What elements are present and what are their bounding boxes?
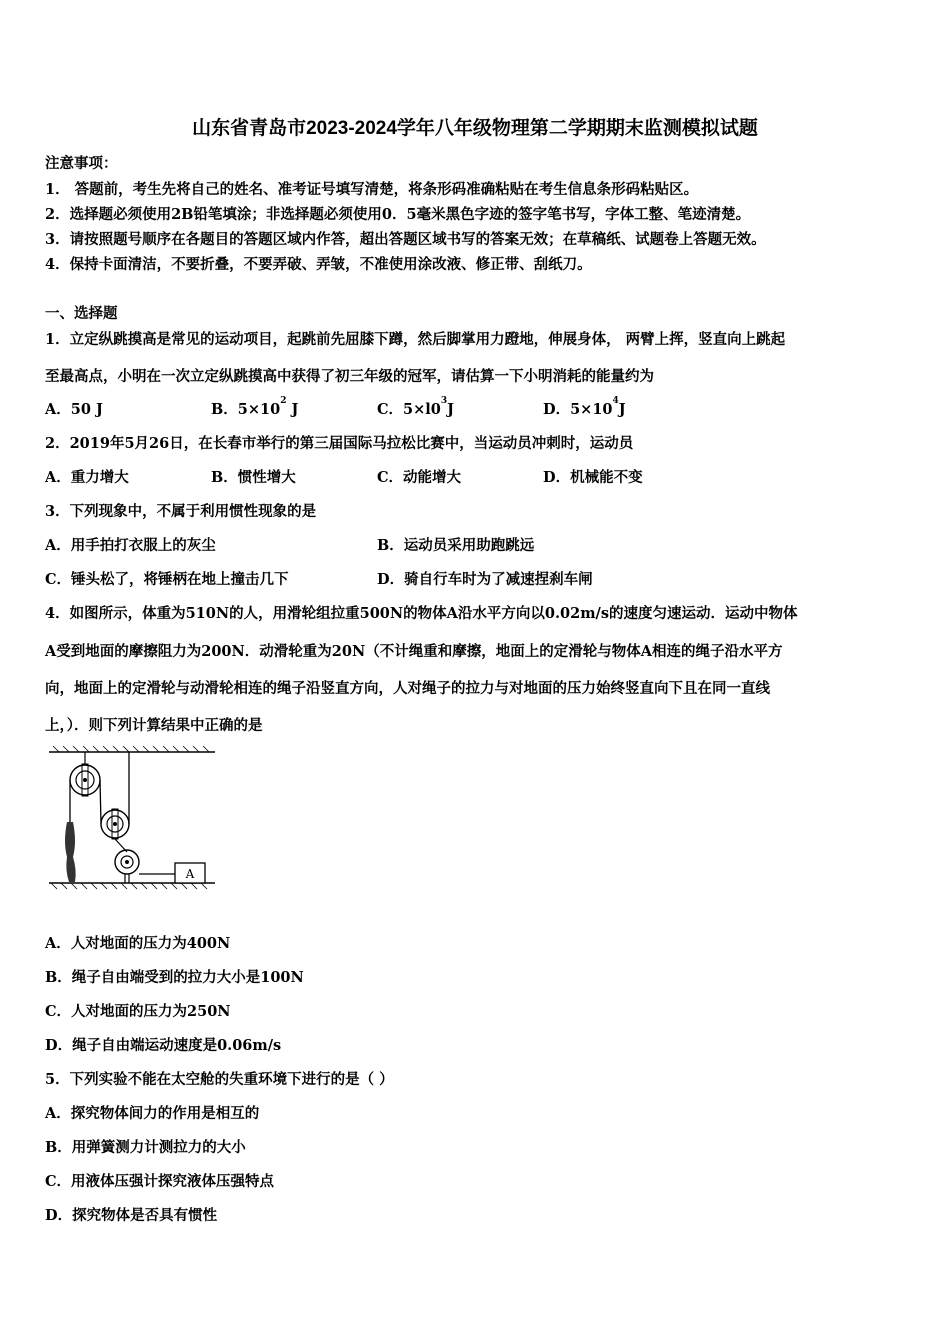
q4-stem-line4: 上，）．则下列计算结果中正确的是 — [45, 717, 263, 734]
q1-option-d: D．$5\times 10^4J$ — [543, 396, 626, 418]
notice-item-2: 2．选择题必须使用2B铅笔填涂；非选择题必须使用0．5毫米黑色字迹的签字笔书写，字体工整、笔迹清楚。 — [45, 206, 751, 223]
q4-option-c: C．人对地面的压力为250N — [45, 1003, 231, 1020]
q2-stem: 2．2019年5月26日，在长春市举行的第三届国际马拉松比赛中，当运动员冲刺时，运动员 — [45, 435, 634, 452]
pulley-figure — [45, 742, 220, 894]
section-heading: 一、选择题 — [45, 305, 118, 322]
block-a-label: A — [185, 867, 195, 881]
q5-option-d: D．探究物体是否具有惯性 — [45, 1207, 218, 1224]
q2-option-d: D．机械能不变 — [543, 469, 643, 486]
q4-stem-line3: 向，地面上的定滑轮与动滑轮相连的绳子沿竖直方向，人对绳子的拉力与对地面的压力始终竖直向下且在同一直线 — [45, 680, 770, 697]
q2-option-a: A．重力增大 — [45, 469, 129, 486]
q5-option-c: C．用液体压强计探究液体压强特点 — [45, 1173, 275, 1190]
q1-option-c: C．$5\times l0^3J$ — [377, 396, 455, 418]
q3-option-b: B．运动员采用助跑跳远 — [377, 537, 535, 554]
q5-stem: 5．下列实验不能在太空舱的失重环境下进行的是（ ） — [45, 1071, 394, 1088]
q3-option-a: A．用手拍打衣服上的灰尘 — [45, 537, 216, 554]
q2-option-c: C．动能增大 — [377, 469, 462, 486]
q1-option-a: A．50 J — [45, 401, 103, 418]
q5-option-b: B．用弹簧测力计测拉力的大小 — [45, 1139, 246, 1156]
q3-option-d: D．骑自行车时为了减速捏刹车闸 — [377, 571, 593, 588]
q3-stem: 3．下列现象中，不属于利用惯性现象的是 — [45, 503, 317, 520]
q2-option-b: B．惯性增大 — [211, 469, 296, 486]
notice-heading: 注意事项： — [45, 155, 118, 172]
q1-stem-line2: 至最高点，小明在一次立定纵跳摸高中获得了初三年级的冠军，请估算一下小明消耗的能量约为 — [45, 368, 654, 385]
q1-option-b: B．$5\times 10^2$ J — [211, 396, 299, 418]
notice-item-4: 4．保持卡面清洁，不要折叠，不要弄破、弄皱，不准使用涂改液、修正带、刮纸刀。 — [45, 256, 592, 273]
q4-stem-line2: A受到地面的摩擦阻力为200N．动滑轮重为20N（不计绳重和摩擦，地面上的定滑轮与物体A相连的绳子沿水平方 — [45, 643, 783, 660]
q3-option-c: C．锤头松了，将锤柄在地上撞击几下 — [45, 571, 289, 588]
q4-stem-line1: 4．如图所示，体重为510N的人，用滑轮组拉重500N的物体A沿水平方向以0.02m/s的速度匀速运动．运动中物体 — [45, 605, 798, 622]
q4-option-b: B．绳子自由端受到的拉力大小是100N — [45, 969, 304, 986]
notice-item-1: 1． 答题前，考生先将自己的姓名、准考证号填写清楚，将条形码准确粘贴在考生信息条形码粘贴区。 — [45, 181, 699, 198]
q5-option-a: A．探究物体间力的作用是相互的 — [45, 1105, 260, 1122]
q1-stem-line1: 1．立定纵跳摸高是常见的运动项目，起跳前先屈膝下蹲，然后脚掌用力蹬地，伸展身体， 两臂上挥，竖直向上跳起 — [45, 331, 786, 348]
q4-option-d: D．绳子自由端运动速度是0.06m/s — [45, 1037, 282, 1054]
q4-option-a: A．人对地面的压力为400N — [45, 935, 231, 952]
page-title: 山东省青岛市2023-2024学年八年级物理第二学期期末监测模拟试题 — [192, 118, 758, 139]
notice-item-3: 3．请按照题号顺序在各题目的答题区域内作答，超出答题区域书写的答案无效；在草稿纸、试题卷上答题无效。 — [45, 231, 766, 248]
